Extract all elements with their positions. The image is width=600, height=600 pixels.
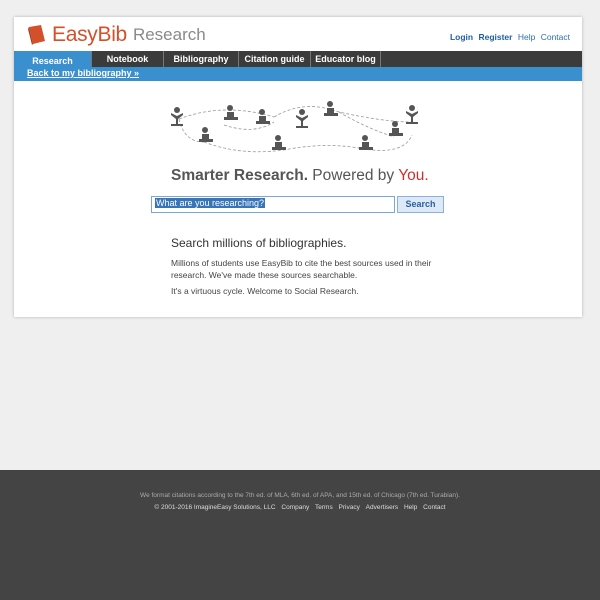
footer-link-contact[interactable]: Contact <box>423 504 446 511</box>
tab-notebook[interactable]: Notebook <box>92 51 164 67</box>
header <box>14 17 582 51</box>
footer-formats-text: We format citations according to the 7th ed. of MLA, 6th ed. of APA, and 15th ed. of Chicago (7th ed. Turabian). <box>140 492 460 499</box>
tab-educator-blog[interactable]: Educator blog <box>311 51 381 67</box>
footer-copyright: © 2001-2016 ImagineEasy Solutions, LLC <box>154 504 276 511</box>
contact-link[interactable]: Contact <box>540 32 570 42</box>
footer-links-row <box>0 504 600 511</box>
tagline <box>171 167 429 185</box>
info-section <box>171 236 441 301</box>
sub-bar <box>14 67 582 81</box>
register-link[interactable]: Register <box>478 32 513 42</box>
logo-text: EasyBib <box>52 23 127 46</box>
tab-research[interactable]: Research <box>14 51 92 67</box>
login-link[interactable]: Login <box>449 32 474 42</box>
main-nav <box>14 51 582 67</box>
footer-link-advertisers[interactable]: Advertisers <box>365 504 399 511</box>
info-heading: Search millions of bibliographies. <box>171 236 347 250</box>
footer-link-terms[interactable]: Terms <box>315 504 333 511</box>
logo[interactable] <box>27 23 206 47</box>
footer-link-company[interactable]: Company <box>281 504 310 511</box>
top-links <box>447 32 570 42</box>
search-input[interactable] <box>151 196 395 213</box>
tab-bibliography[interactable]: Bibliography <box>164 51 239 67</box>
search-button[interactable]: Search <box>397 196 444 213</box>
tagline-bold: Smarter Research. <box>171 167 308 184</box>
footer-link-help[interactable]: Help <box>403 504 418 511</box>
tab-citation-guide[interactable]: Citation guide <box>239 51 311 67</box>
search-input-text: What are you researching? <box>156 198 265 208</box>
book-logo-icon <box>27 24 47 46</box>
info-paragraph-2: It's a virtuous cycle. Welcome to Social Research. <box>171 286 359 296</box>
students-network-illustration <box>164 97 424 159</box>
logo-subtitle: Research <box>132 25 206 44</box>
help-link[interactable]: Help <box>517 32 536 42</box>
main-card <box>14 17 582 317</box>
footer <box>0 470 600 600</box>
info-paragraph-1: Millions of students use EasyBib to cite the best sources used in their research. We've made these sources searchable. <box>171 258 432 280</box>
tagline-mid: Powered by <box>308 167 399 184</box>
tagline-you: You. <box>398 167 429 184</box>
footer-link-privacy[interactable]: Privacy <box>338 504 360 511</box>
back-to-bibliography-link[interactable]: Back to my bibliography » <box>27 68 140 78</box>
